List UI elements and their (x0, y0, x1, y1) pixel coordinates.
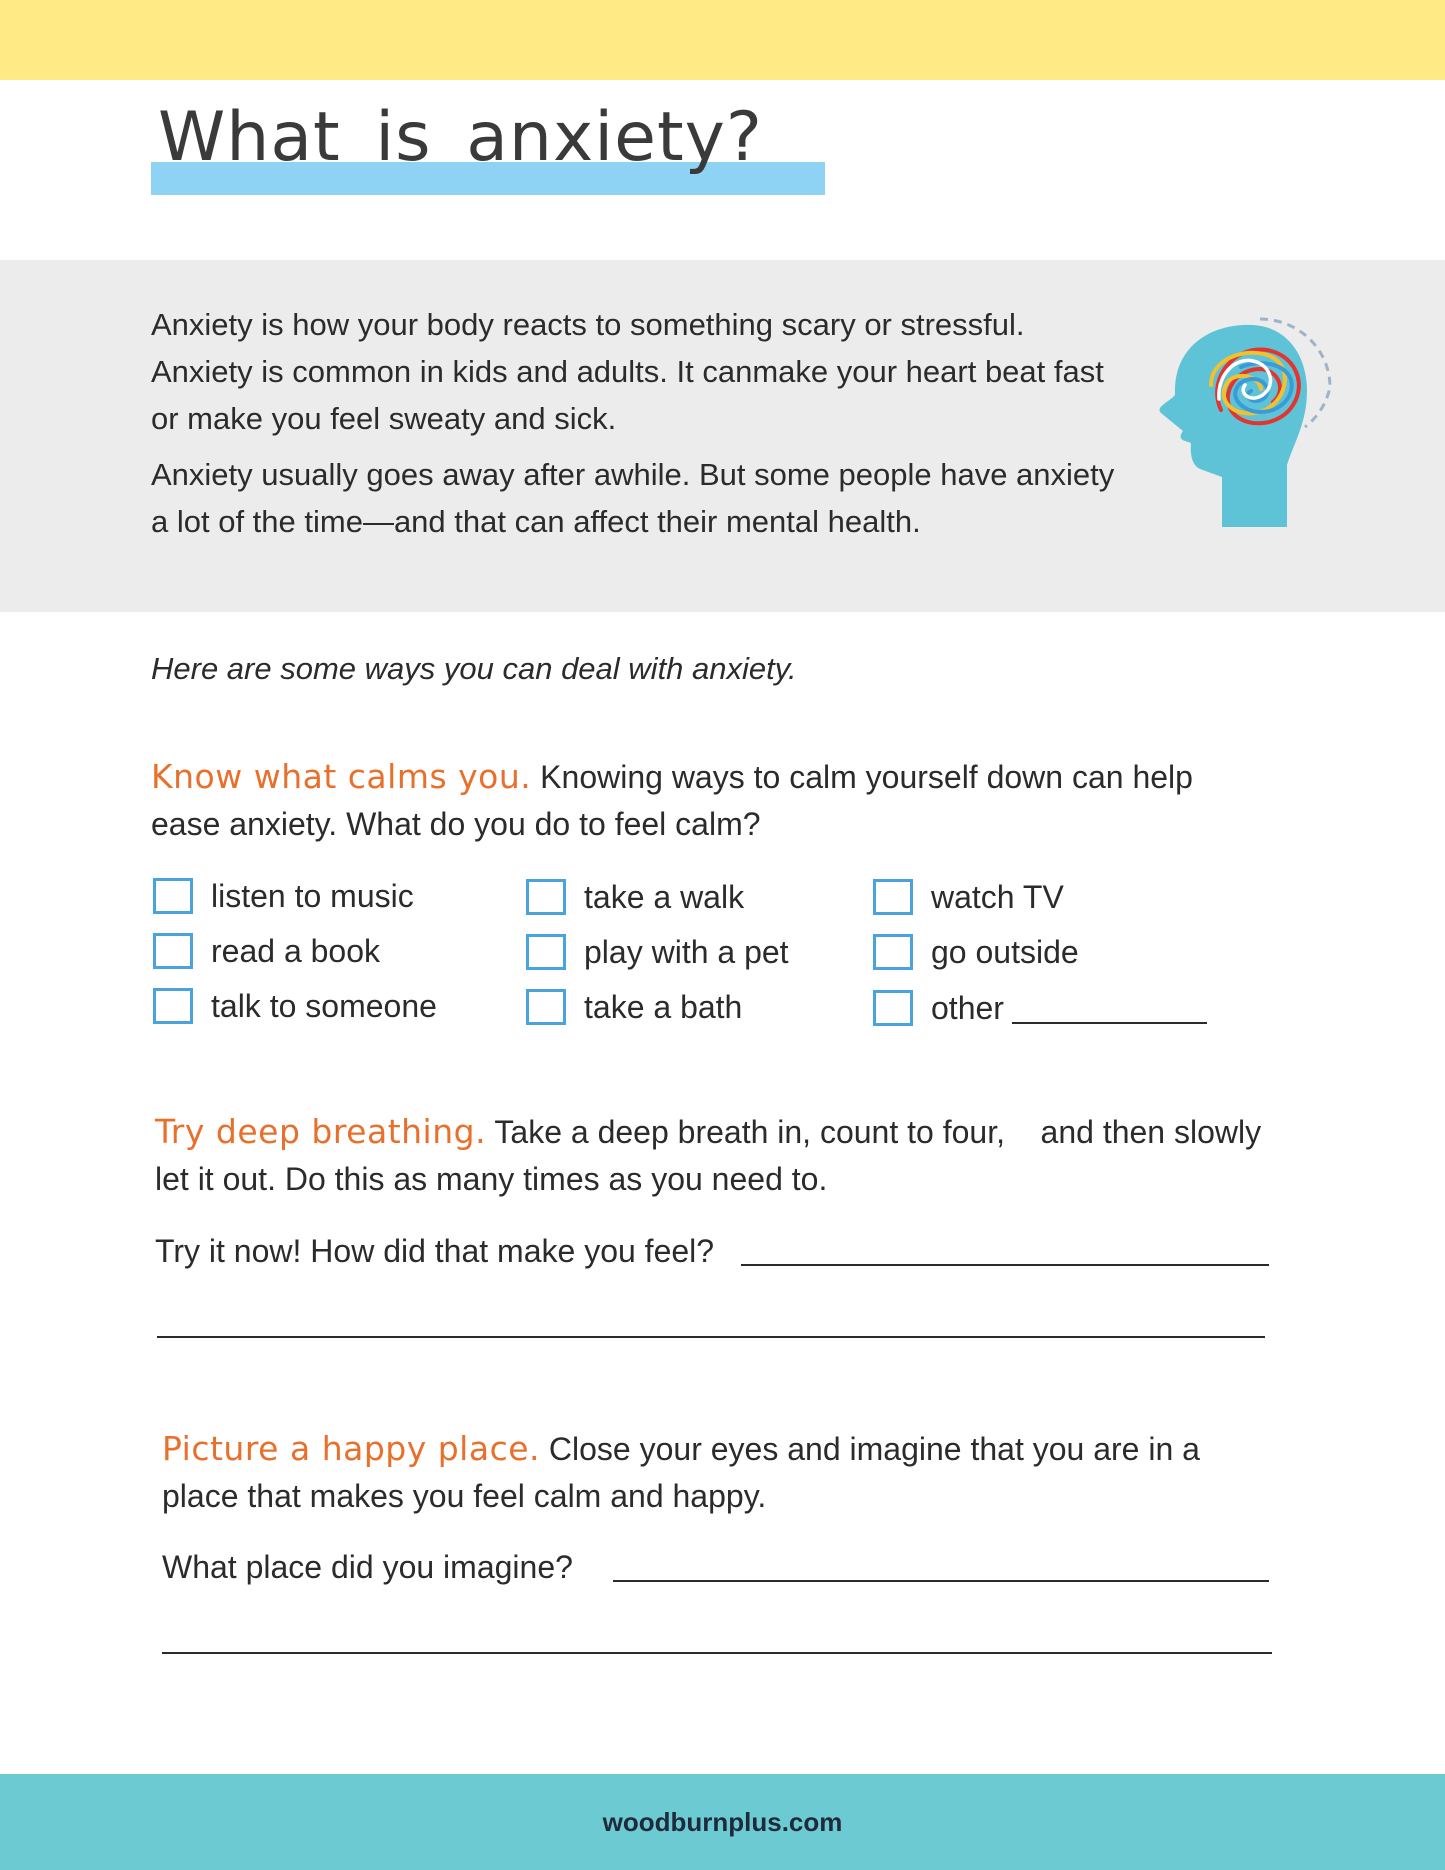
calm-heading: Know what calms you. (151, 757, 532, 796)
option-label: talk to someone (211, 987, 437, 1024)
checkbox[interactable] (526, 879, 566, 915)
breathing-answer-line-2[interactable] (157, 1336, 1265, 1338)
option-label: play with a pet (584, 933, 789, 970)
checkbox[interactable] (873, 879, 913, 915)
happy-place-answer-line-1[interactable] (613, 1580, 1269, 1582)
head-with-scribble-icon (1155, 305, 1340, 530)
option-talk-to-someone[interactable] (153, 986, 437, 1026)
checkbox[interactable] (873, 990, 913, 1026)
happy-place-answer-line-2[interactable] (162, 1652, 1272, 1654)
happy-place-heading: Picture a happy place. (162, 1429, 541, 1468)
calm-body: Knowing ways to calm yourself down can help ease anxiety. What do you do to feel calm? (151, 759, 1193, 842)
intro-paragraph-1: Anxiety is how your body reacts to something scary or stressful. Anxiety is common in kids and adults. It canmake your heart beat fast or make you feel sweaty and sick. (151, 307, 1104, 436)
option-watch-tv[interactable] (873, 877, 1064, 917)
breathing-answer-line-1[interactable] (741, 1264, 1269, 1266)
option-label: watch TV (931, 878, 1064, 915)
option-label: other (931, 989, 1004, 1026)
option-play-with-a-pet[interactable] (526, 932, 789, 972)
option-label: go outside (931, 933, 1079, 970)
happy-place-section-text (162, 1425, 1282, 1520)
option-label: take a bath (584, 988, 743, 1025)
page-title: What is anxiety? (158, 98, 763, 177)
option-other[interactable] (873, 988, 1207, 1028)
checkbox[interactable] (526, 934, 566, 970)
top-color-band (0, 0, 1445, 80)
footer-url[interactable]: woodburnplus.com (602, 1806, 843, 1837)
intro-paragraph-2: Anxiety usually goes away after awhile. But some people have anxiety a lot of the time—and that can affect their mental health. (151, 457, 1115, 539)
other-blank[interactable] (1012, 992, 1207, 1024)
checkbox[interactable] (153, 988, 193, 1024)
lead-sentence: Here are some ways you can deal with anxiety. (151, 651, 797, 686)
calm-section-text (151, 753, 1271, 848)
happy-place-body: Close your eyes and imagine that you are in a place that makes you feel calm and happy. (162, 1431, 1200, 1514)
option-label: read a book (211, 932, 381, 969)
breathing-body: Take a deep breath in, count to four, and then slowly let it out. Do this as many times as you need to. (155, 1114, 1270, 1197)
breathing-heading: Try deep breathing. (155, 1112, 487, 1151)
happy-place-prompt: What place did you imagine? (162, 1549, 573, 1585)
breathing-section-text (155, 1108, 1275, 1203)
checkbox[interactable] (873, 934, 913, 970)
option-read-a-book[interactable] (153, 931, 380, 971)
footer-band (0, 1774, 1445, 1870)
checkbox[interactable] (153, 933, 193, 969)
option-take-a-walk[interactable] (526, 877, 744, 917)
option-label: take a walk (584, 878, 745, 915)
option-go-outside[interactable] (873, 932, 1079, 972)
checkbox[interactable] (153, 878, 193, 914)
checkbox[interactable] (526, 989, 566, 1025)
breathing-prompt: Try it now! How did that make you feel? (155, 1233, 715, 1269)
option-listen-to-music[interactable] (153, 876, 414, 916)
option-take-a-bath[interactable] (526, 987, 742, 1027)
option-label: listen to music (211, 877, 414, 914)
